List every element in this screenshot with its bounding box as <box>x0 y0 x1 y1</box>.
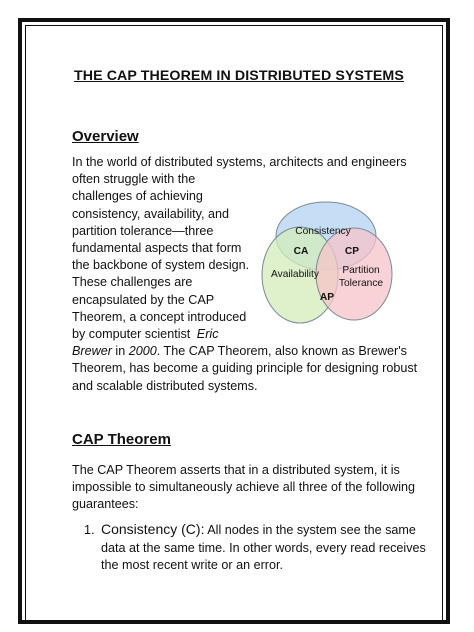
overview-line <box>72 343 407 360</box>
italic-name: Brewer <box>72 344 112 359</box>
consistency-label: Consistency <box>295 226 351 237</box>
cap-venn-diagram <box>260 200 396 326</box>
list-item-line <box>101 521 416 539</box>
tolerance-label: Tolerance <box>338 278 384 289</box>
overview-line-text: by computer scientist <box>72 327 191 341</box>
list-item-number: 1. <box>84 523 95 537</box>
cp-label: CP <box>344 246 360 257</box>
cap-intro-line: The CAP Theorem asserts that in a distributed system, it is <box>72 463 400 477</box>
in-prefix: in <box>111 344 129 359</box>
list-item-text: All nodes in the system see the same <box>204 523 416 537</box>
italic-name: Eric <box>196 327 219 341</box>
overview-line: Theorem, a concept introduced <box>72 309 247 324</box>
overview-line: challenges of achieving <box>72 189 203 204</box>
ap-label: AP <box>319 292 335 303</box>
overview-line: In the world of distributed systems, architects and engineers <box>72 155 407 169</box>
list-item-line: the most recent write or an error. <box>101 558 283 573</box>
cap-intro-line: guarantees: <box>72 497 139 512</box>
overview-line: Theorem, has become a guiding principle for designing robust <box>72 361 418 376</box>
italic-year: 2000 <box>128 344 157 359</box>
overview-line: the backbone of system design. <box>72 258 250 273</box>
year-suffix: . <box>156 344 164 359</box>
overview-line: and scalable distributed systems. <box>72 378 258 393</box>
overview-heading: Overview <box>72 128 139 145</box>
list-item-lead: Consistency (C): <box>101 521 205 537</box>
overview-line: consistency, availability, and <box>72 206 230 221</box>
cap-intro-line: impossible to simultaneously achieve all three of the following <box>72 480 416 495</box>
ca-label: CA <box>293 246 309 257</box>
overview-line: often struggle with the <box>72 172 196 187</box>
partition-label: Partition <box>342 265 380 276</box>
overview-line: partition tolerance—three <box>72 223 214 238</box>
overview-line: These challenges are <box>72 275 193 290</box>
overview-line: encapsulated by the CAP <box>72 292 215 307</box>
overview-line: fundamental aspects that form <box>72 241 242 255</box>
overview-line-text: The CAP Theorem, also known as Brewer's <box>163 344 407 359</box>
document-title: THE CAP THEOREM IN DISTRIBUTED SYSTEMS <box>74 68 404 84</box>
list-item-line: data at the same time. In other words, every read receives <box>101 541 426 555</box>
cap-theorem-heading: CAP Theorem <box>72 431 171 448</box>
availability-label: Availability <box>271 269 319 280</box>
overview-line <box>72 326 219 343</box>
